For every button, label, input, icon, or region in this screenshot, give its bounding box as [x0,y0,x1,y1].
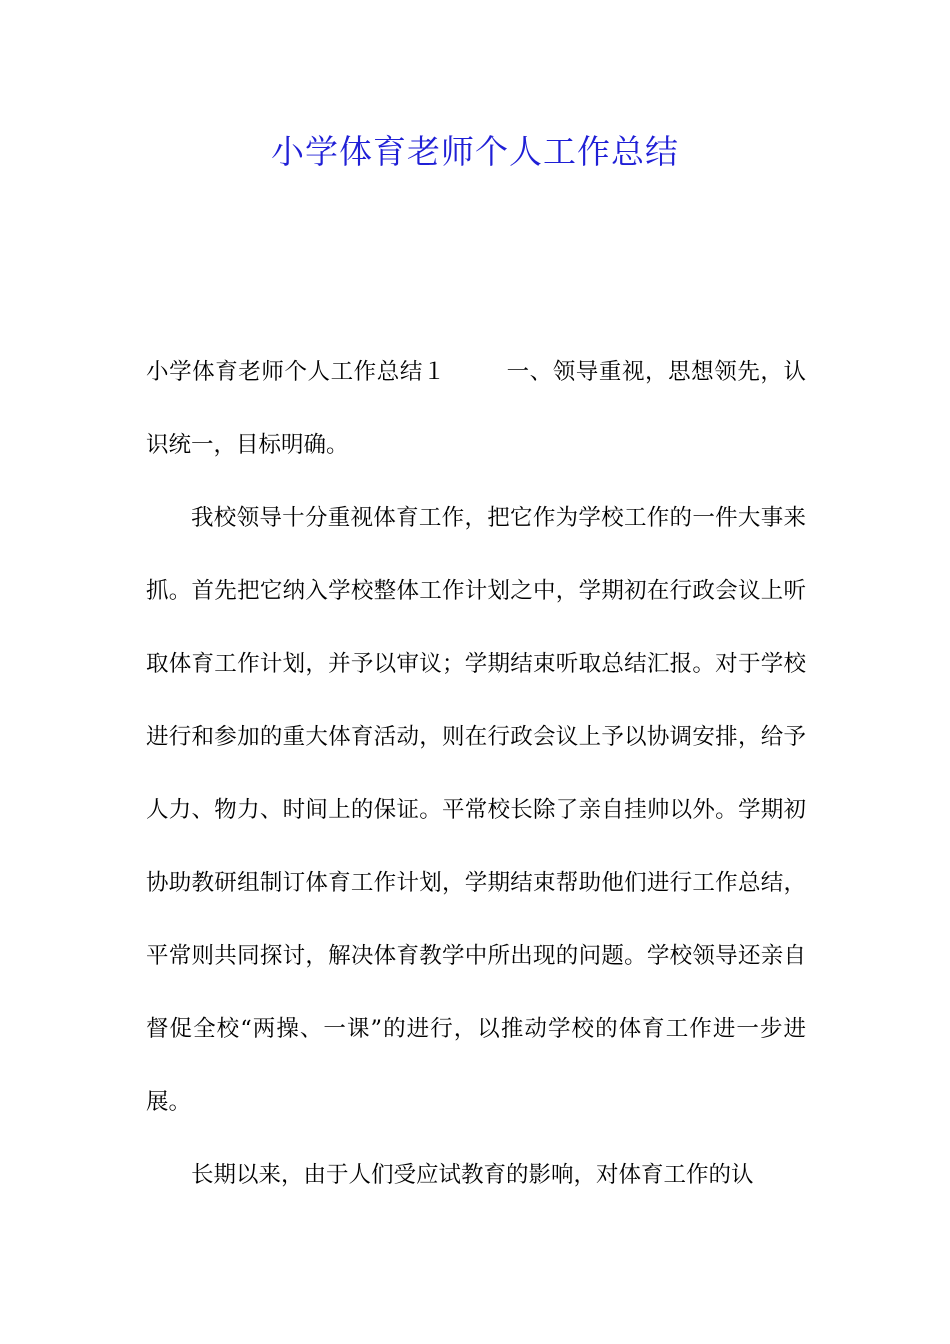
document-body [146,336,806,1212]
intro-heading: 小学体育老师个人工作总结１ [146,359,446,385]
intro-subheading: 一、领导重视，思想领先，认识统一，目标明确。 [146,359,806,458]
body-paragraph: 长期以来，由于人们受应试教育的影响，对体育工作的认 [191,1162,754,1188]
body-paragraph: 我校领导十分重视体育工作，把它作为学校工作的一件大事来抓。首先把它纳入学校整体工作计划之中，学期初在行政会议上听取体育工作计划，并予以审议；学期结束听取总结汇报。对于学校进行和参加的重大体育活动，则在行政会议上予以协调安排，给予人力、物力、时间上的保证。平常校长除了亲自挂帅以外。学期初协助教研组制订体育工作计划，学期结束帮助他们进行工作总结，平常则共同探讨，解决体育教学中所出现的问题。学校领导还亲自督促全校“两操、一课”的进行，以推动学校的体育工作进一步进展。 [146,505,806,1115]
document-title: 小学体育老师个人工作总结 [271,132,679,171]
intro-paragraph [146,336,806,482]
